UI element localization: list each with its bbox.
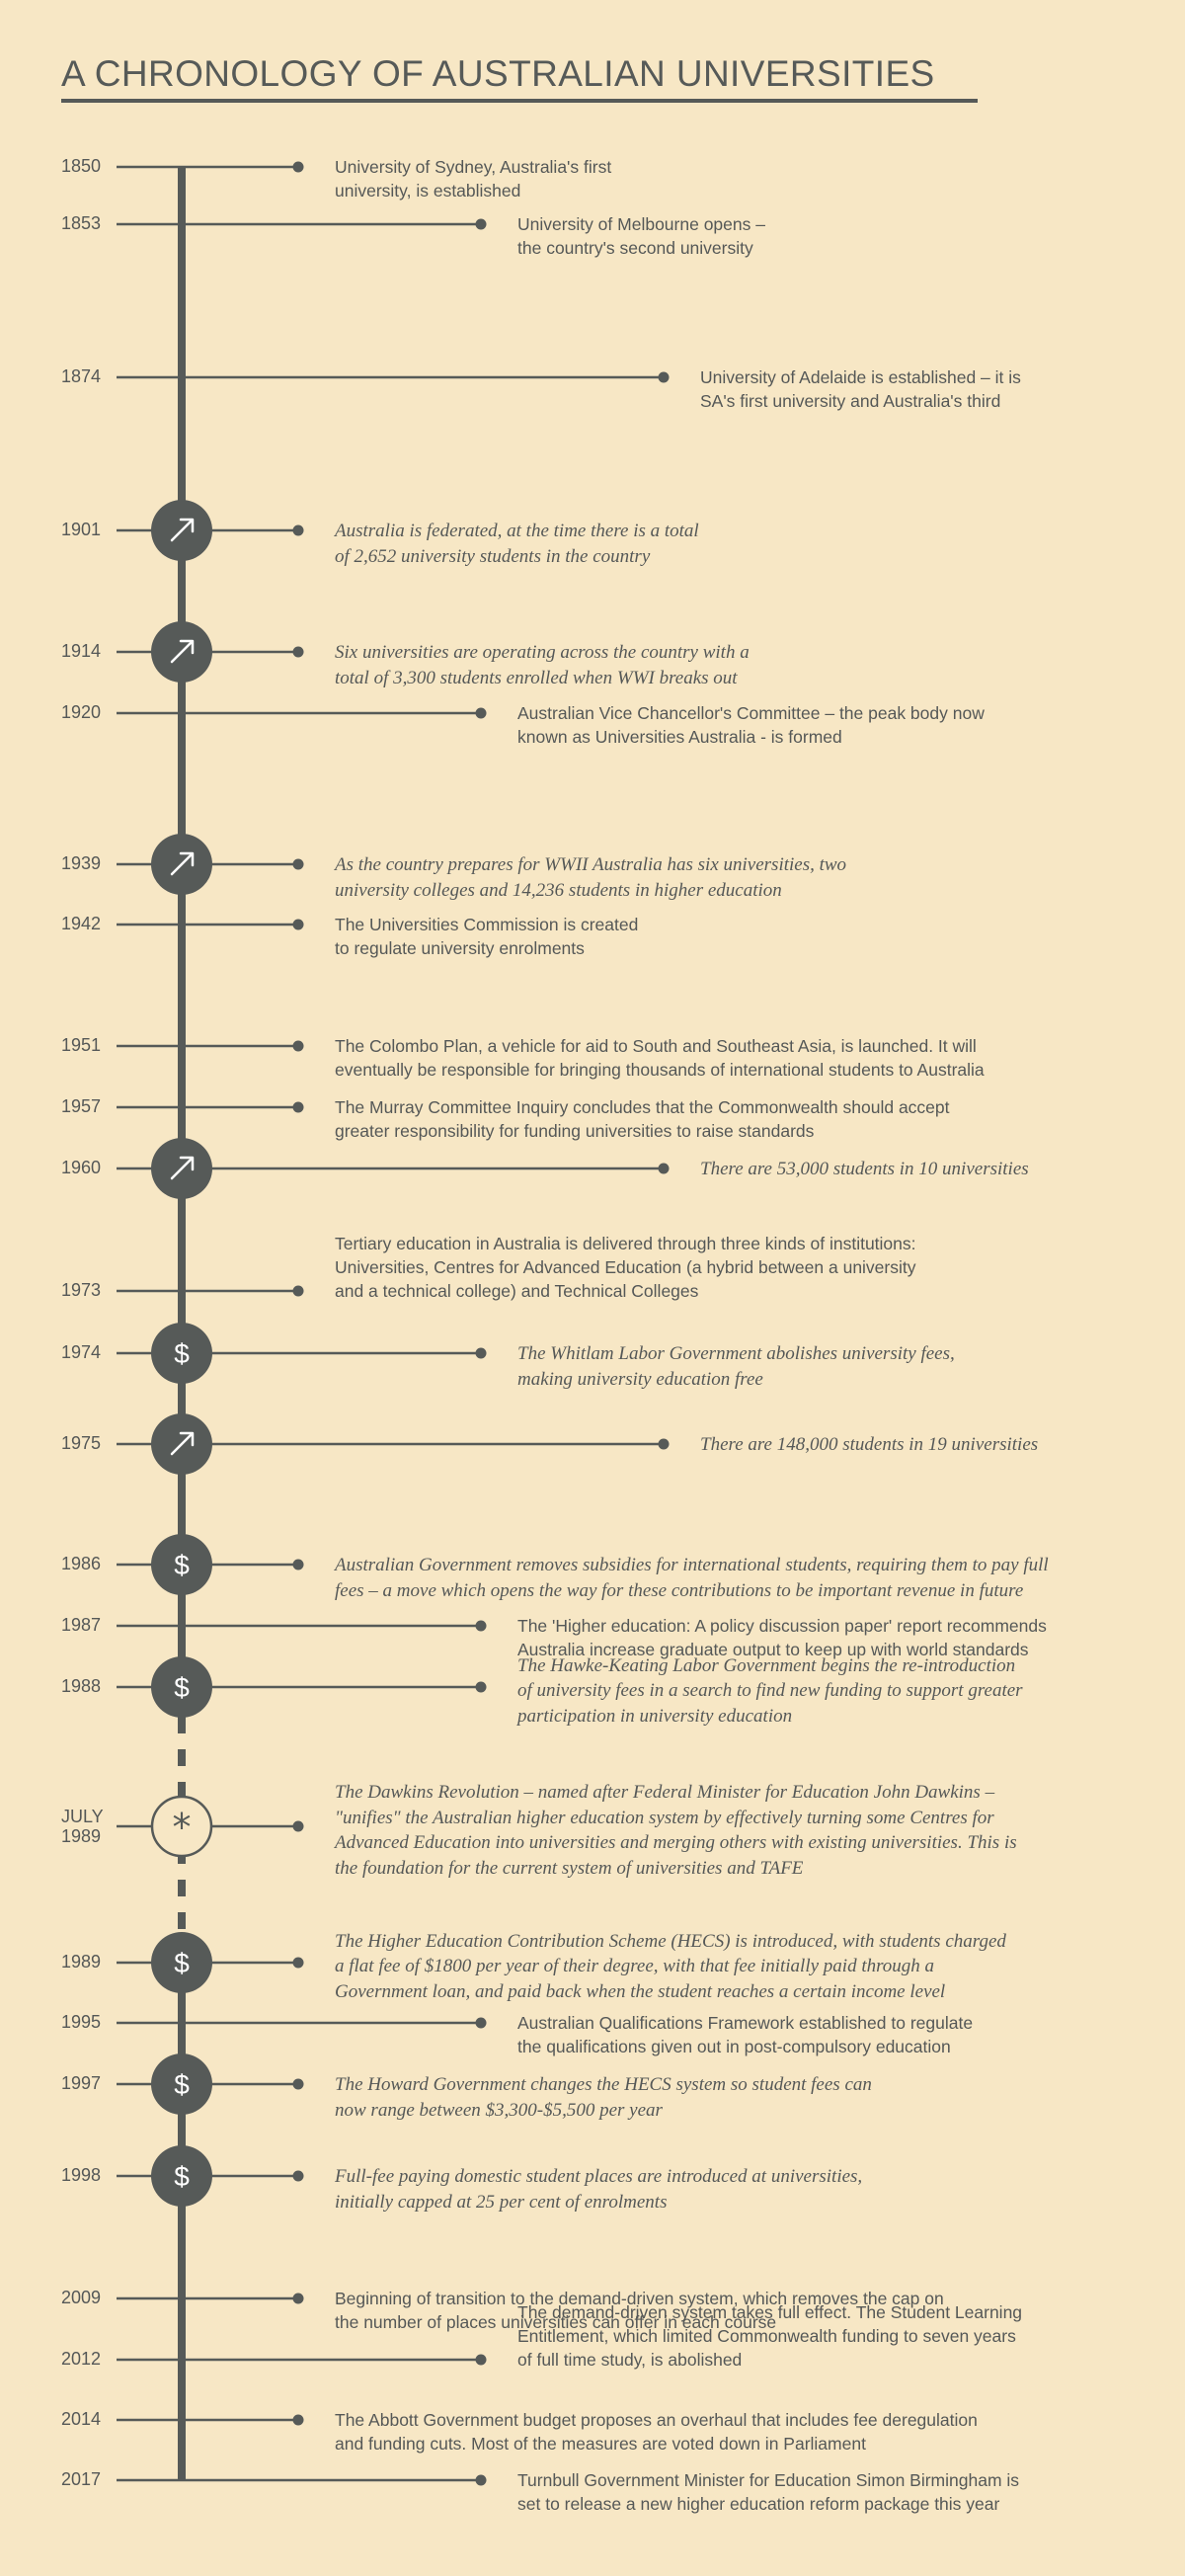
branch-dot (293, 2415, 304, 2426)
svg-text:$: $ (174, 1948, 190, 1978)
branch-dot (476, 2475, 487, 2486)
svg-text:$: $ (174, 2161, 190, 2192)
dollar-icon (151, 1534, 212, 1595)
event-description: There are 53,000 students in 10 universities (700, 1159, 1029, 1179)
event-description: There are 148,000 students in 19 universities (700, 1434, 1039, 1455)
event-description: University of Sydney, Australia's first university, is established (335, 157, 612, 201)
event-description: The Universities Commission is created to regulate university enrolments (335, 915, 639, 958)
event-year: 1874 (61, 366, 102, 386)
branch-dot (293, 859, 304, 870)
branch-dot (659, 1164, 670, 1174)
page-title: A CHRONOLOGY OF AUSTRALIAN UNIVERSITIES (61, 53, 935, 94)
arrow-up-right-icon (151, 1413, 212, 1475)
branch-dot (476, 2355, 487, 2366)
event-description: The 'Higher education: A policy discussion paper' report recommends Australia increase graduate output to keep up with world standards (517, 1616, 1047, 1659)
branch-dot (293, 1821, 304, 1832)
event-description: The Higher Education Contribution Scheme (HECS) is introduced, with students charged a flat fee of $1800 per year of their degree, with that fee initially paid through a Government loan, and paid back when the student reaches a certain income level (335, 1930, 1006, 2002)
dollar-icon (151, 1656, 212, 1718)
event-year: 1987 (61, 1615, 102, 1635)
arrow-up-right-icon (151, 1138, 212, 1199)
branch-dot (293, 1560, 304, 1570)
event-year: 1901 (61, 520, 102, 539)
event-description: The Hawke-Keating Labor Government begins the re-introduction of university fees in a search to find new funding to support greater participation in university education (517, 1654, 1023, 1727)
branch-dot (293, 1958, 304, 1969)
svg-text:$: $ (174, 1672, 190, 1703)
branch-dot (293, 647, 304, 658)
dollar-icon (151, 2053, 212, 2115)
event-description: The Abbott Government budget proposes an overhaul that includes fee deregulation and funding cuts. Most of the measures are voted down in Parliament (335, 2410, 978, 2454)
event-year: 1850 (61, 156, 102, 176)
branch-dot (659, 372, 670, 383)
event-year: 1951 (61, 1035, 102, 1055)
event-year: 1942 (61, 914, 102, 933)
event-year: 1986 (61, 1554, 102, 1573)
event-description: Turnbull Government Minister for Education Simon Birmingham is set to release a new higher education reform package this year (517, 2470, 1020, 2514)
event-description: The Whitlam Labor Government abolishes university fees, making university education free (517, 1343, 955, 1390)
event-year: 1998 (61, 2165, 102, 2185)
event-year: 1939 (61, 853, 102, 873)
event-year: 1914 (61, 641, 102, 661)
event-year: 2009 (61, 2288, 102, 2307)
branch-dot (476, 708, 487, 719)
event-description: Australian Government removes subsidies for international students, requiring them to pay full fees – a move which opens the way for these contributions to be important revenue in future (335, 1555, 1049, 1601)
event-year: 1975 (61, 1433, 102, 1453)
event-year: 1989 (61, 1952, 102, 1972)
branch-dot (659, 1439, 670, 1450)
event-description: Australian Vice Chancellor's Committee – the peak body now known as Universities Australia - is formed (517, 703, 985, 747)
branch-dot (476, 2018, 487, 2029)
dollar-icon (151, 2145, 212, 2207)
arrow-up-right-icon (151, 500, 212, 561)
event-description: Tertiary education in Australia is delivered through three kinds of institutions: Universities, Centres for Advanced Education (a hybrid between a university and a technical college) and Technical Colleges (335, 1234, 916, 1301)
event-description: Six universities are operating across the country with a total of 3,300 students enrolled when WWI breaks out (335, 642, 750, 688)
branch-dot (293, 525, 304, 536)
branch-dot (293, 920, 304, 930)
branch-dot (293, 1286, 304, 1297)
event-description: The Murray Committee Inquiry concludes that the Commonwealth should accept greater responsibility for funding universities to raise standards (335, 1097, 950, 1141)
event-description: University of Melbourne opens – the country's second university (517, 214, 765, 258)
event-description: Australia is federated, at the time there is a total of 2,652 university students in the country (335, 521, 699, 567)
arrow-up-right-icon (151, 621, 212, 683)
event-year: 1957 (61, 1096, 102, 1116)
branch-dot (476, 219, 487, 230)
event-year: 1988 (61, 1676, 102, 1696)
branch-dot (293, 2079, 304, 2090)
event-description: University of Adelaide is established – it is SA's first university and Australia's third (700, 367, 1021, 411)
branch-dot (476, 1682, 487, 1693)
event-description: The Colombo Plan, a vehicle for aid to South and Southeast Asia, is launched. It will eventually be responsible for bringing thousands of international students to Australia (335, 1036, 985, 1080)
event-description: Australian Qualifications Framework established to regulate the qualifications given out in post-compulsory education (517, 2013, 974, 2056)
event-year: 2012 (61, 2349, 102, 2369)
event-description: As the country prepares for WWII Australia has six universities, two university colleges and 14,236 students in higher education (335, 854, 847, 901)
event-description: The Dawkins Revolution – named after Federal Minister for Education John Dawkins – "unifies" the Australian higher education system by effectively turning some Centres for Advanced Education into universities and merging others with existing universities. This is the foundation for the current system of universities and TAFE (335, 1782, 1017, 1879)
event-description: Full-fee paying domestic student places are introduced at universities, initially capped at 25 per cent of enrolments (335, 2166, 863, 2213)
event-year: 1920 (61, 702, 102, 722)
event-year: 1997 (61, 2073, 102, 2093)
event-year: 1853 (61, 213, 102, 233)
svg-text:*: * (172, 1806, 192, 1849)
arrow-up-right-icon (151, 834, 212, 895)
branch-dot (293, 1041, 304, 1052)
event-year: JULY 1989 (61, 1807, 104, 1846)
svg-text:$: $ (174, 1338, 190, 1369)
event-year: 2014 (61, 2409, 102, 2429)
event-year: 1973 (61, 1280, 102, 1300)
dollar-icon (151, 1932, 212, 1993)
svg-text:$: $ (174, 2069, 190, 2100)
event-description: The demand-driven system takes full effect. The Student Learning Entitlement, which limited Commonwealth funding to seven years of full time study, is abolished (517, 2302, 1023, 2370)
svg-text:$: $ (174, 1550, 190, 1580)
branch-dot (476, 1621, 487, 1632)
event-year: 1995 (61, 2012, 102, 2032)
branch-dot (293, 2171, 304, 2182)
branch-dot (476, 1348, 487, 1359)
event-description: The Howard Government changes the HECS system so student fees can now range between $3,300-$5,500 per year (335, 2074, 872, 2121)
event-description: Beginning of transition to the demand-driven system, which removes the cap on the number of places universities can offer in each course (335, 2289, 944, 2332)
branch-dot (293, 1102, 304, 1113)
event-year: 1974 (61, 1342, 102, 1362)
branch-dot (293, 2294, 304, 2304)
event-year: 1960 (61, 1158, 102, 1177)
dollar-icon (151, 1323, 212, 1384)
event-year: 2017 (61, 2469, 102, 2489)
asterisk-icon (152, 1797, 211, 1856)
branch-dot (293, 162, 304, 173)
